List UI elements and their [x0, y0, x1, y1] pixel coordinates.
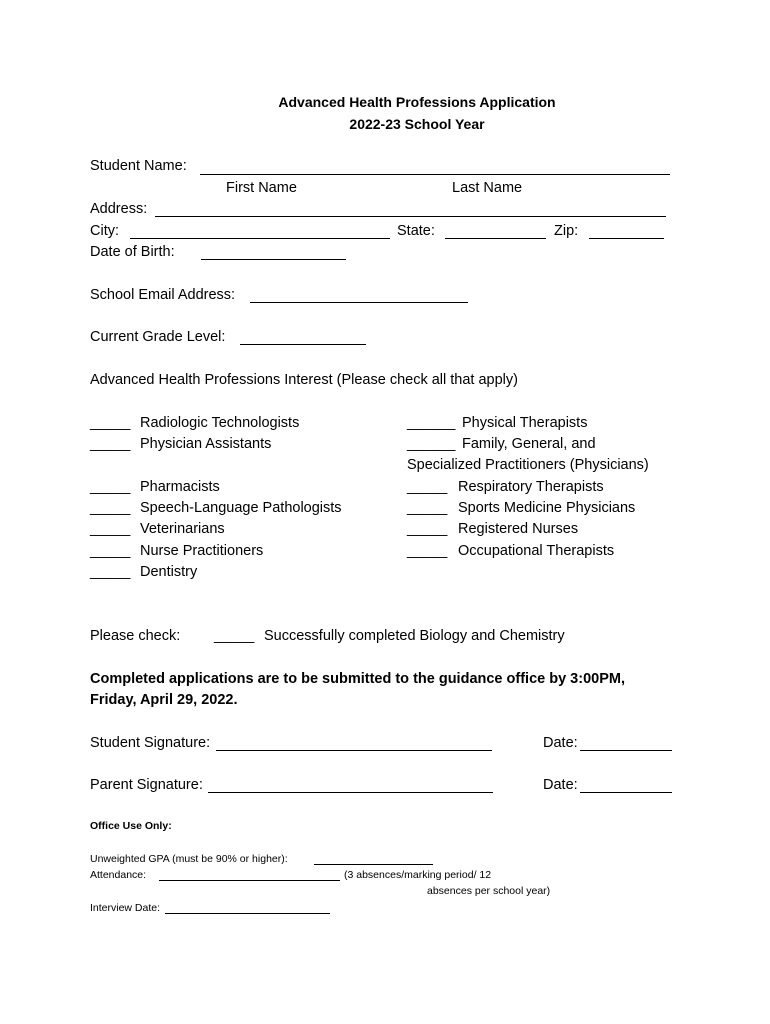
- checkbox-radiologic[interactable]: _____: [90, 415, 131, 431]
- office-use-heading: Office Use Only:: [90, 820, 172, 832]
- state-label: State:: [397, 223, 435, 239]
- option-veterinarians: Veterinarians: [140, 521, 225, 537]
- email-field[interactable]: [250, 302, 468, 303]
- checkbox-sports-medicine[interactable]: _____: [407, 500, 448, 516]
- checkbox-veterinarians[interactable]: _____: [90, 521, 131, 537]
- student-name-label: Student Name:: [90, 158, 187, 174]
- option-pharmacists: Pharmacists: [140, 479, 220, 495]
- dob-label: Date of Birth:: [90, 244, 175, 260]
- student-signature-label: Student Signature:: [90, 735, 211, 751]
- parent-date-label: Date:: [543, 777, 578, 793]
- grade-label: Current Grade Level:: [90, 329, 226, 345]
- option-radiologic: Radiologic Technologists: [140, 415, 300, 431]
- student-signature-field[interactable]: [216, 750, 492, 751]
- checkbox-pharmacists[interactable]: _____: [90, 479, 131, 495]
- state-field[interactable]: [445, 238, 546, 239]
- checkbox-respiratory[interactable]: _____: [407, 479, 448, 495]
- city-field[interactable]: [130, 238, 390, 239]
- checkbox-dentistry[interactable]: _____: [90, 564, 131, 580]
- option-respiratory: Respiratory Therapists: [458, 479, 604, 495]
- option-occupational: Occupational Therapists: [458, 543, 615, 559]
- prereq-checkbox[interactable]: _____: [214, 628, 255, 644]
- checkbox-family-general[interactable]: ______: [407, 436, 456, 452]
- deadline-notice-line2: Friday, April 29, 2022.: [90, 692, 238, 708]
- student-date-field[interactable]: [580, 750, 672, 751]
- option-physical-therapists: Physical Therapists: [462, 415, 588, 431]
- grade-field[interactable]: [240, 344, 366, 345]
- last-name-caption: Last Name: [452, 180, 523, 196]
- option-sports-medicine: Sports Medicine Physicians: [458, 500, 636, 516]
- school-year: 2022-23 School Year: [349, 116, 485, 132]
- gpa-label: Unweighted GPA (must be 90% or higher):: [90, 853, 288, 865]
- option-family-general: Family, General, and: [462, 436, 596, 452]
- interest-prompt: Advanced Health Professions Interest (Please check all that apply): [90, 372, 518, 388]
- checkbox-physician-assistants[interactable]: _____: [90, 436, 131, 452]
- parent-date-field[interactable]: [580, 792, 672, 793]
- attendance-field[interactable]: [159, 880, 340, 881]
- checkbox-registered-nurses[interactable]: _____: [407, 521, 448, 537]
- prereq-label: Please check:: [90, 628, 181, 644]
- attendance-label: Attendance:: [90, 869, 147, 881]
- email-label: School Email Address:: [90, 287, 236, 303]
- option-registered-nurses: Registered Nurses: [458, 521, 579, 537]
- checkbox-occupational[interactable]: _____: [407, 543, 448, 559]
- form-title: Advanced Health Professions Application: [278, 94, 556, 110]
- attendance-note-line2: absences per school year): [427, 885, 551, 897]
- deadline-notice-line1: Completed applications are to be submitted to the guidance office by 3:00PM,: [90, 671, 625, 687]
- interview-date-field[interactable]: [165, 913, 330, 914]
- dob-field[interactable]: [201, 259, 346, 260]
- interview-date-label: Interview Date:: [90, 902, 161, 914]
- student-name-field[interactable]: [200, 174, 670, 175]
- address-label: Address:: [90, 201, 148, 217]
- student-date-label: Date:: [543, 735, 578, 751]
- first-name-caption: First Name: [226, 180, 297, 196]
- option-dentistry: Dentistry: [140, 564, 198, 580]
- option-speech-language: Speech-Language Pathologists: [140, 500, 342, 516]
- parent-signature-field[interactable]: [208, 792, 493, 793]
- option-nurse-practitioners: Nurse Practitioners: [140, 543, 264, 559]
- attendance-note-line1: (3 absences/marking period/ 12: [344, 869, 492, 881]
- address-field[interactable]: [155, 216, 666, 217]
- option-physician-assistants: Physician Assistants: [140, 436, 272, 452]
- checkbox-physical-therapists[interactable]: ______: [407, 415, 456, 431]
- option-specialized-practitioners: Specialized Practitioners (Physicians): [407, 457, 649, 473]
- city-label: City:: [90, 223, 119, 239]
- parent-signature-label: Parent Signature:: [90, 777, 203, 793]
- gpa-field[interactable]: [314, 864, 433, 865]
- zip-field[interactable]: [589, 238, 664, 239]
- checkbox-speech-language[interactable]: _____: [90, 500, 131, 516]
- prereq-text: Successfully completed Biology and Chemistry: [264, 628, 565, 644]
- checkbox-nurse-practitioners[interactable]: _____: [90, 543, 131, 559]
- zip-label: Zip:: [554, 223, 579, 239]
